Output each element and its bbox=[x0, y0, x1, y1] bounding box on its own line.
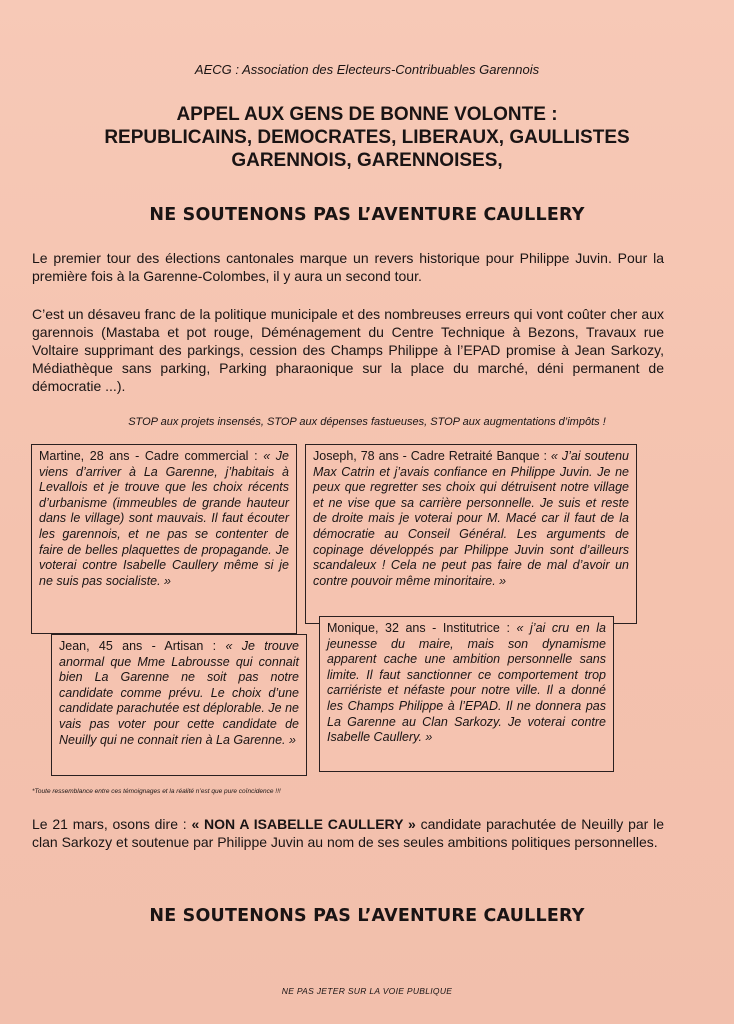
testimonial-author: Monique, 32 ans - Institutrice : bbox=[327, 621, 510, 635]
intro-paragraph: Le premier tour des élections cantonales marque un revers historique pour Philippe Juvin. Pour la première fois à la Garenne-Colombes, il y aura un second tour. bbox=[32, 250, 664, 284]
association-name: AECG : Association des Electeurs-Contribuables Garennois bbox=[194, 62, 540, 77]
call-suffix: candidate parachutée de Neuilly par le clan Sarkozy et soutenue par Philippe Juvin au nom de ses seules ambitions politiques personnelles. bbox=[32, 816, 665, 850]
testimonial-quote: « j’ai cru en la jeunesse du maire, mais son dynamisme apparent cache une ambition personnelle sans limite. Il faut sanctionner ce comportement trop carriériste et néfaste pour notre ville. Il a donné les Champs Philippe à l’EPAD. Il ne donnera pas La Garenne au Clan Sarkozy. Je voterai contre Isabelle Caullery. » bbox=[327, 621, 606, 745]
slogan: STOP aux projets insensés, STOP aux dépenses fastueuses, STOP aux augmentations d’impôts ! bbox=[128, 416, 606, 428]
testimonial-box-jean bbox=[51, 634, 307, 776]
disclaimer: *Toute ressemblance entre ces témoignages et la réalité n’est que pure coïncidence !!! bbox=[32, 788, 281, 795]
appeal-heading bbox=[40, 103, 694, 172]
appeal-line-3: GARENNOIS, GARENNOISES, bbox=[231, 150, 503, 171]
testimonial-author: Martine, 28 ans - Cadre commercial : bbox=[39, 449, 258, 463]
critique-paragraph: C’est un désaveu franc de la politique municipale et des nombreuses erreurs qui vont coûter cher aux garennois (Mastaba et pot rouge, Déménagement du Centre Technique à Bezons, Travaux rue Voltaire supprimant des parkings, cession des Champs Philippe à l’EPAD promise à Jean Sarkozy, Médiathèque sans parking, Parking pharaonique sur la place du marché, déni permanent de démocratie ...). bbox=[32, 306, 664, 394]
testimonial-author: Joseph, 78 ans - Cadre Retraité Banque : bbox=[313, 449, 547, 463]
appeal-line-1: APPEL AUX GENS DE BONNE VOLONTE : bbox=[176, 104, 558, 125]
testimonial-box-martine bbox=[31, 444, 297, 634]
testimonial-author: Jean, 45 ans - Artisan : bbox=[59, 639, 217, 653]
testimonial-quote: « J’ai soutenu Max Catrin et j’avais confiance en Philippe Juvin. Je ne peux que regretter ses choix qui détruisent notre village et ne vise que sa carrière personnelle. Je suis et reste de droite mais je voterai pour M. Macé car il faut de la démocratie au Conseil Général. Les arguments de copinage développés par Philippe Juvin sont d’ailleurs scandaleux ! Cela ne peut pas faire de mal d’avoir un contre pouvoir même minoritaire. » bbox=[313, 449, 629, 588]
testimonial-box-monique bbox=[319, 616, 614, 772]
call-paragraph bbox=[32, 815, 664, 851]
footer-notice: NE PAS JETER SUR LA VOIE PUBLIQUE bbox=[281, 986, 453, 996]
headline-bottom: NE SOUTENONS PAS L’AVENTURE CAULLERY bbox=[149, 906, 585, 926]
call-prefix: Le 21 mars, osons dire : bbox=[32, 816, 192, 832]
headline-top: NE SOUTENONS PAS L’AVENTURE CAULLERY bbox=[149, 205, 585, 225]
call-emphasis: « NON A ISABELLE CAULLERY » bbox=[191, 816, 416, 832]
testimonial-box-joseph bbox=[305, 444, 637, 624]
testimonial-quote: « Je viens d’arriver à La Garenne, j’habitais à Levallois et je trouve que les choix récents d’urbanisme (immeubles de grande hauteur dans le village) sont mauvais. Il faut écouter les garennois, et ne pas se contenter de faire de belles plaquettes de propagande. Je voterai contre Isabelle Caullery même si je ne suis pas socialiste. » bbox=[39, 449, 289, 588]
testimonial-quote: « Je trouve anormal que Mme Labrousse qui connait bien La Garenne ne soit pas notre candidate comme prévu. Le choix d’une candidate parachutée est déplorable. Je ne vais pas voter pour cette candidate de Neuilly qui ne connait rien à La Garenne. » bbox=[59, 639, 299, 747]
appeal-line-2: REPUBLICAINS, DEMOCRATES, LIBERAUX, GAULLISTES bbox=[104, 127, 630, 148]
